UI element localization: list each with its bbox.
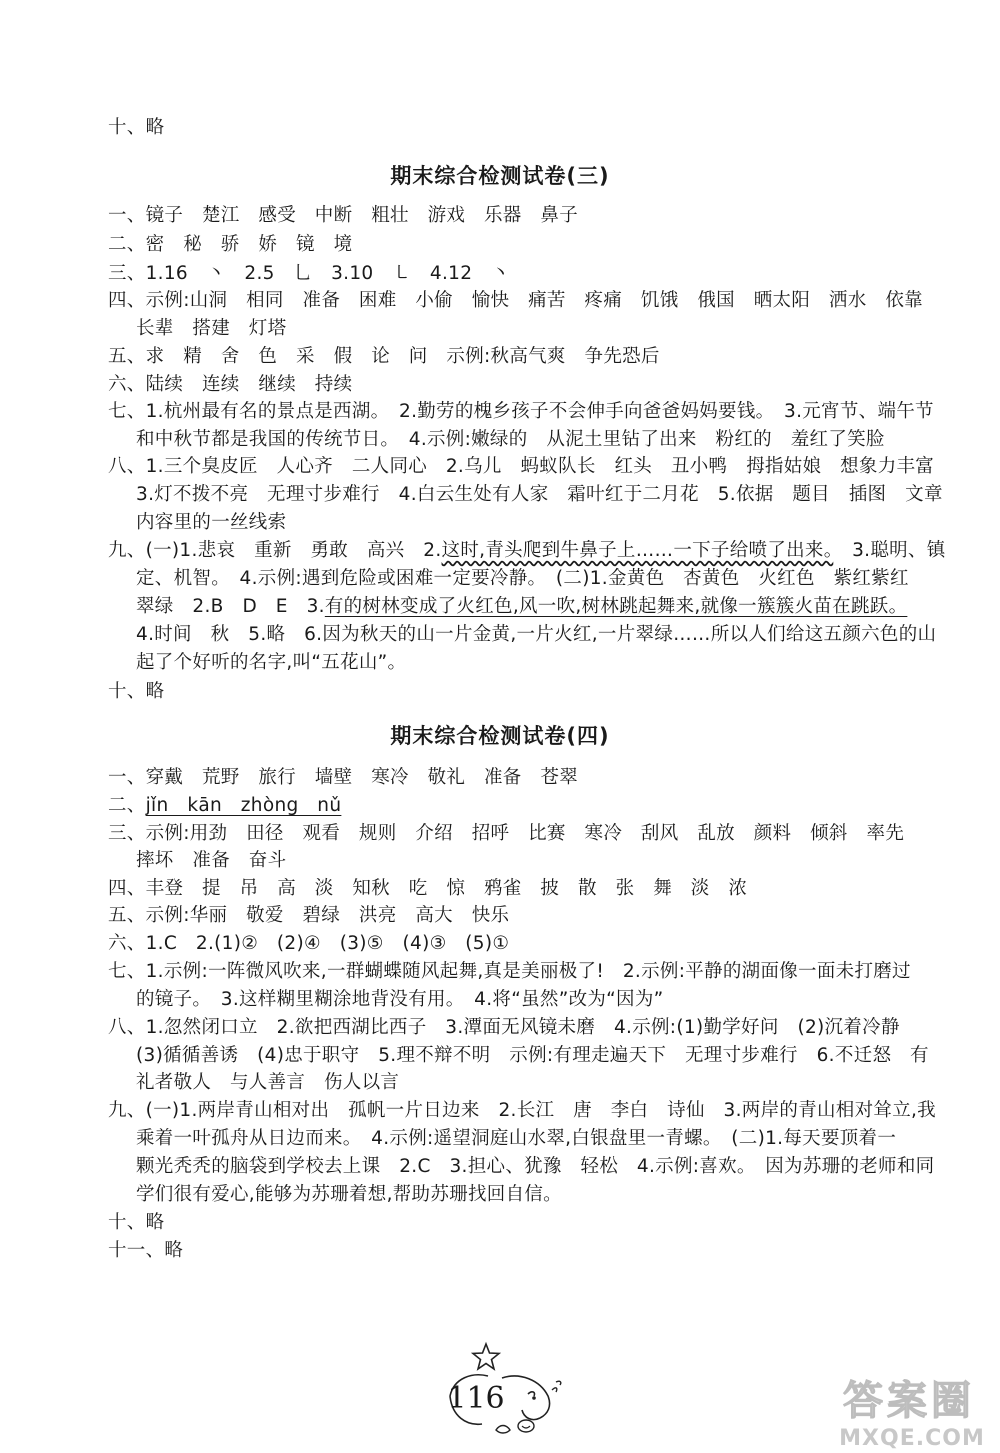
answer-line: 五、求 精 舍 色 采 假 论 问 示例:秋高气爽 争先恐后 — [108, 346, 660, 367]
answer-line: 和中秋节都是我国的传统节日。 4.示例:嫩绿的 从泥土里钻了出来 粉红的 羞红了笑脸 — [136, 429, 885, 450]
answer-line: 六、陆续 连续 继续 持续 — [108, 374, 353, 395]
answer-line: 十、略 — [108, 117, 165, 138]
answer-line: 三、1.16 丶 2.5 乚 3.10 ㇄ 4.12 丶 — [108, 263, 510, 284]
answer-text: 3.聪明、镇 — [833, 540, 946, 561]
answer-line: 3.灯不拨不亮 无理寸步难行 4.白云生处有人家 霜叶红于二月花 5.依据 题目 插图 文章 — [136, 484, 943, 505]
watermark-text: 答案圈 — [843, 1378, 975, 1424]
section-title-3: 期末综合检测试卷(三) — [390, 164, 610, 188]
answer-line: 八、1.忽然闭口立 2.欲把西湖比西子 3.潭面无风镜未磨 4.示例:(1)勤学好问 (2)沉着冷静 — [108, 1017, 900, 1038]
answer-text: 翠绿 2.B D E 3. — [136, 596, 325, 617]
answer-line — [136, 595, 907, 619]
answer-line: 一、穿戴 荒野 旅行 墙壁 寒冷 敬礼 准备 苍翠 — [108, 767, 579, 788]
underlined-answer: 有的树林变成了火红色,风一吹,树林跳起舞来,就像一簇簇火苗在跳跃。 — [324, 596, 908, 617]
answer-line: 十一、略 — [108, 1240, 184, 1261]
answer-line: 四、丰登 提 吊 高 淡 知秋 吃 惊 鸦雀 披 散 张 舞 淡 浓 — [108, 878, 748, 899]
answer-line: 摔坏 准备 奋斗 — [136, 850, 287, 871]
answer-line: 定、机智。 4.示例:遇到危险或困难一定要冷静。 (二)1.金黄色 杏黄色 火红色 紫红紫红 — [136, 568, 909, 589]
answer-line: 七、1.示例:一阵微风吹来,一群蝴蝶随风起舞,真是美丽极了! 2.示例:平静的湖面像一面未打磨过 — [108, 961, 911, 982]
answer-line: 的镜子。 3.这样糊里糊涂地背没有用。 4.将“虽然”改为“因为” — [136, 989, 664, 1010]
answer-line: 五、示例:华丽 敬爱 碧绿 洪亮 高大 快乐 — [108, 905, 510, 926]
answer-line — [108, 539, 946, 563]
answer-line: 学们很有爱心,能够为苏珊着想,帮助苏珊找回自信。 — [136, 1184, 562, 1205]
watermark-domain: MXQE.COM — [839, 1426, 985, 1451]
answer-text: 九、(一)1.悲哀 重新 勇敢 高兴 2. — [108, 540, 442, 561]
answer-line: 三、示例:用劲 田径 观看 规则 介绍 招呼 比赛 寒冷 刮风 乱放 颜料 倾斜 率先 — [108, 823, 905, 844]
answer-line: 起了个好听的名字,叫“五花山”。 — [136, 652, 407, 673]
answer-line — [108, 794, 341, 818]
answer-line: 4.时间 秋 5.略 6.因为秋天的山一片金黄,一片火红,一片翠绿……所以人们给这五颜六色的山 — [136, 624, 937, 645]
answer-line: 七、1.杭州最有名的景点是西湖。 2.勤劳的槐乡孩子不会伸手向爸爸妈妈要钱。 3.元宵节、端午节 — [108, 401, 934, 422]
answer-line: (3)循循善诱 (4)忠于职守 5.理不辩不明 示例:有理走遍天下 无理寸步难行 6.不迁怒 有 — [136, 1045, 929, 1066]
answer-line: 十、略 — [108, 681, 165, 702]
section-title-4: 期末综合检测试卷(四) — [390, 724, 610, 748]
page-number: 116 — [447, 1381, 505, 1416]
answer-text: 二、 — [108, 795, 146, 816]
wavy-underlined-answer: 这时,青头爬到牛鼻子上……一下子给喷了出来。 — [441, 540, 834, 561]
answer-line: 颗光秃秃的脑袋到学校去上课 2.C 3.担心、犹豫 轻松 4.示例:喜欢。 因为苏珊的老师和同 — [136, 1156, 935, 1177]
answer-line: 内容里的一丝线索 — [136, 512, 287, 533]
pinyin-answer: jǐn kān zhòng nǔ — [145, 795, 342, 816]
answer-line: 六、1.C 2.(1)② (2)④ (3)⑤ (4)③ (5)① — [108, 933, 510, 954]
answer-line: 九、(一)1.两岸青山相对出 孤帆一片日边来 2.长江 唐 李白 诗仙 3.两岸的青山相对耸立,我 — [108, 1100, 936, 1121]
answer-line: 礼者敬人 与人善言 伤人以言 — [136, 1072, 400, 1093]
answer-line: 长辈 搭建 灯塔 — [136, 318, 287, 339]
answer-line: 十、略 — [108, 1212, 165, 1233]
answer-line: 一、镜子 楚江 感受 中断 粗壮 游戏 乐器 鼻子 — [108, 205, 579, 226]
answer-line: 八、1.三个臭皮匠 人心齐 二人同心 2.乌儿 蚂蚁队长 红头 丑小鸭 拇指姑娘 想象力丰富 — [108, 456, 935, 477]
answer-line: 乘着一叶孤舟从日边而来。 4.示例:遥望洞庭山水翠,白银盘里一青螺。 (二)1.每天要顶着一 — [136, 1128, 897, 1149]
answer-line: 四、示例:山洞 相同 准备 困难 小偷 愉快 痛苦 疼痛 饥饿 俄国 晒太阳 洒水 依靠 — [108, 290, 923, 311]
answer-line: 二、密 秘 骄 娇 镜 境 — [108, 234, 353, 255]
